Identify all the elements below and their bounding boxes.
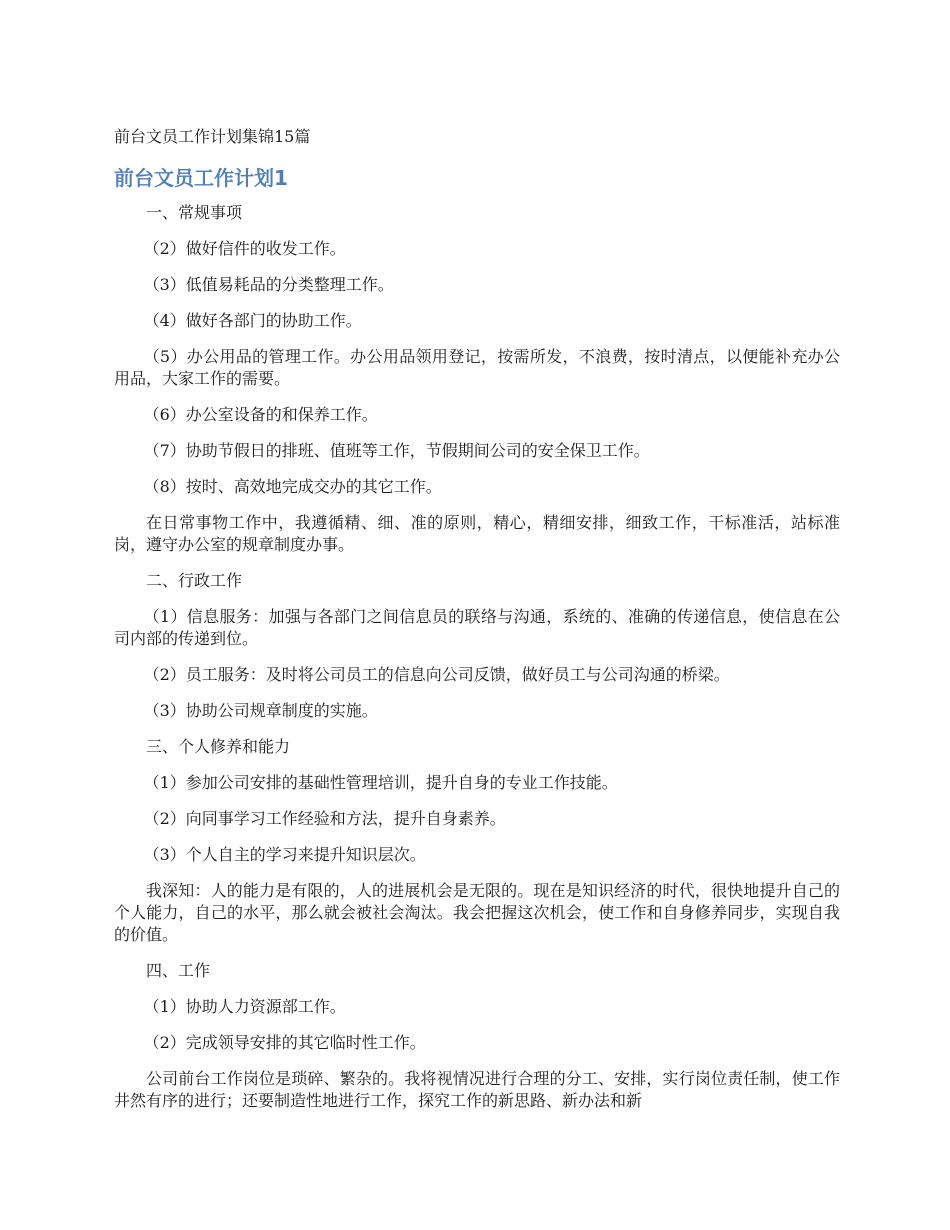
paragraph: （2）员工服务：及时将公司员工的信息向公司反馈，做好员工与公司沟通的桥梁。 <box>143 665 730 684</box>
paragraph: 在日常事物工作中，我遵循精、细、准的原则，精心，精细安排，细致工作，干标准活，站标准岗，遵守办公室的规章制度办事。 <box>114 513 840 554</box>
paragraph: （1）协助人力资源部工作。 <box>143 997 346 1016</box>
paragraph: （7）协助节假日的排班、值班等工作，节假期间公司的安全保卫工作。 <box>143 441 650 460</box>
document-body <box>114 202 840 1126</box>
paragraph: （3）低值易耗品的分类整理工作。 <box>143 275 394 294</box>
paragraph: （3）个人自主的学习来提升知识层次。 <box>143 845 426 864</box>
paragraph: （4）做好各部门的协助工作。 <box>143 311 362 330</box>
paragraph: （8）按时、高效地完成交办的其它工作。 <box>143 477 442 496</box>
paragraph: （5）办公用品的管理工作。办公用品领用登记，按需所发，不浪费，按时清点，以便能补充办公用品，大家工作的需要。 <box>114 347 840 388</box>
paragraph-heading-1: 一、常规事项 <box>146 203 243 222</box>
section-heading: 前台文员工作计划1 <box>114 166 288 190</box>
paragraph: 我深知：人的能力是有限的，人的进展机会是无限的。现在是知识经济的时代，很快地提升自己的个人能力，自己的水平，那么就会被社会淘汰。我会把握这次机会，使工作和自身修养同步，实现自我的价值。 <box>114 881 840 944</box>
paragraph: （2）完成领导安排的其它临时性工作。 <box>143 1033 426 1052</box>
paragraph: （1）信息服务：加强与各部门之间信息员的联络与沟通，系统的、准确的传递信息，使信息在公司内部的传递到位。 <box>114 607 840 648</box>
paragraph: （2）做好信件的收发工作。 <box>143 239 346 258</box>
paragraph-heading-4: 四、工作 <box>146 961 211 980</box>
paragraph: （2）向同事学习工作经验和方法，提升自身素养。 <box>143 809 506 828</box>
paragraph: （3）协助公司规章制度的实施。 <box>143 701 378 720</box>
paragraph: 公司前台工作岗位是琐碎、繁杂的。我将视情况进行合理的分工、安排，实行岗位责任制，使工作井然有序的进行；还要制造性地进行工作，探究工作的新思路、新办法和新 <box>114 1069 840 1110</box>
paragraph-heading-2: 二、行政工作 <box>146 571 243 590</box>
paragraph-heading-3: 三、个人修养和能力 <box>146 737 291 756</box>
paragraph: （1）参加公司安排的基础性管理培训，提升自身的专业工作技能。 <box>143 773 618 792</box>
document-title: 前台文员工作计划集锦15篇 <box>114 127 311 146</box>
paragraph: （6）办公室设备的和保养工作。 <box>143 405 378 424</box>
